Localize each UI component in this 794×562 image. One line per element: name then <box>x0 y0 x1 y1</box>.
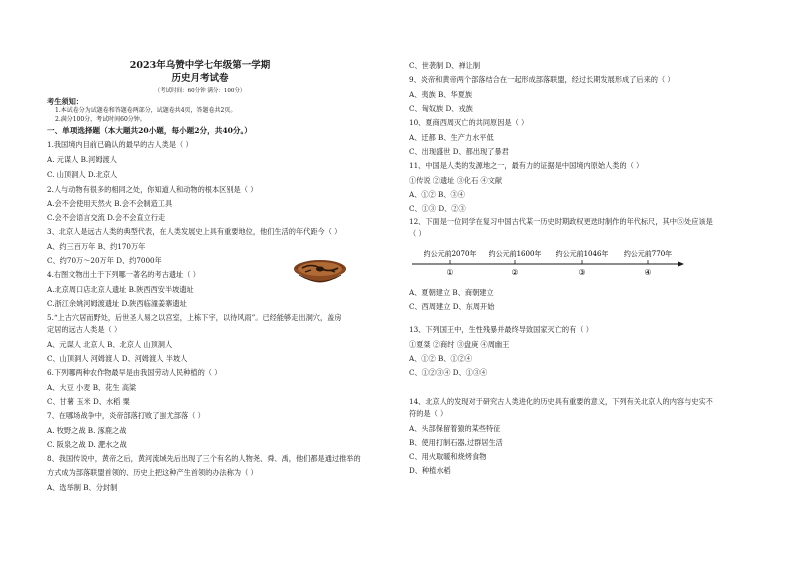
option-line: A、约三百万年 B、约170万年 <box>47 242 146 251</box>
option-line: A. 牧野之战 B. 涿鹿之战 <box>47 426 127 435</box>
option-line: A、夏朝建立 B、商朝建立 <box>409 288 494 297</box>
question-text: 6.下列哪两种农作物最早是由我国劳动人民种植的（ ） <box>47 368 222 377</box>
option-line: A. 元谋人 B.河姆渡人 <box>47 155 117 164</box>
option-line: D、种植水稻 <box>409 466 451 475</box>
timeline-marker: ④ <box>644 268 652 277</box>
notice-line: 1.本试卷分为试题卷和答题卷两部分，试题卷共4页，答题卷共2页。 <box>55 107 237 114</box>
timeline-marker: ② <box>511 268 519 277</box>
option-line: A、大豆 小麦 B、花生 高粱 <box>47 383 137 392</box>
question-text: 4.右图文物出土于下列哪一著名的考古遗址（ ） <box>47 270 200 279</box>
option-line: C、①③ D、②③ <box>409 204 466 213</box>
notice-line: 2.满分100分，考试时间60分钟。 <box>55 116 146 123</box>
question-text: 13、下列国王中，生性残暴并最终导致国家灭亡的有（ ） <box>409 325 593 334</box>
option-line: C、匈奴族 D、戎族 <box>409 104 473 113</box>
option-line: A、选举制 B、分封制 <box>47 483 118 492</box>
option-line: C. 山顶洞人 D.北京人 <box>47 170 118 179</box>
question-text: 1.我国境内目前已确认的最早的古人类是（ ） <box>47 140 193 149</box>
question-text: 7、在哪场战争中，炎帝部落打败了蚩尤部落（ ） <box>47 411 205 420</box>
pottery-bowl-image <box>293 258 347 288</box>
question-text: 方式成为部落联盟首领的、历史上把这种产生首领的办法称为（ ） <box>47 468 258 477</box>
option-line: A.北京周口店北京人遗址 B.陕西西安半坡遗址 <box>47 285 194 294</box>
option-line: C、西周建立 D、东周开始 <box>409 302 495 311</box>
question-text: 3、北京人是远古人类的典型代表，在人类发展史上具有重要地位，他们生活的年代距今（ ） <box>47 227 342 236</box>
option-line: C.会不会语言交流 D.会不会直立行走 <box>47 213 166 222</box>
option-line: C、①②③④ D、①③④ <box>409 368 488 377</box>
option-line: A、头部保留着猿的某些特征 <box>409 424 501 433</box>
timeline-label: 约公元前2070年 <box>423 250 477 258</box>
exam-subtitle: 历史月考试卷 <box>171 73 229 84</box>
question-text: 10、夏商西周灭亡的共同原因是（ ） <box>409 118 529 127</box>
option-line: C、甘薯 玉米 D、水稻 粟 <box>47 397 130 406</box>
option-line: C.浙江余姚河姆渡遗址 D.陕西临潼姜寨遗址 <box>47 299 187 308</box>
timeline-label: 约公元前770年 <box>623 250 673 258</box>
question-text: 5.“上古穴居而野处，后世圣人易之以宫室，上栋下宇，以待风雨”。已经能够走出洞穴，盖房 <box>47 313 342 322</box>
notice-heading: 考生须知： <box>47 97 83 106</box>
option-line: A、①② B、①②④ <box>409 354 473 363</box>
option-line: A、①② B、③④ <box>409 190 465 199</box>
question-text: 14、北京人的发现对于研究古人类进化的历史具有重要的意义，下列有关北京人的内容与史实不 <box>409 397 713 406</box>
timeline-marker: ③ <box>578 268 586 277</box>
option-line: C、出现盛世 D、都出现了暴君 <box>409 147 509 156</box>
exam-info: （考试时间：60分钟 满分：100分） <box>154 88 246 94</box>
timeline-label: 约公元前1046年 <box>555 250 609 258</box>
exam-title: 2023年乌赞中学七年级第一学期 <box>129 60 271 71</box>
question-text: 9、炎帝和黄帝两个部落结合在一起形成部落联盟，经过长期发展形成了后来的（ ） <box>409 75 675 84</box>
option-line: C、约70万～20万年 D、约7000年 <box>47 256 162 265</box>
question-text: 符的是（ ） <box>409 409 448 418</box>
question-text: 11、中国是人类的发源地之一，最有力的证据是中国境内原始人类的（ ） <box>409 161 644 170</box>
question-text: 12、下面是一位同学在复习中国古代某一历史时期政权更迭时制作的年代标尺，其中⑤处应该是 <box>409 217 713 226</box>
timeline-marker: ① <box>446 268 454 277</box>
option-line: C、山顶洞人 河姆渡人 D、河姆渡人 半坡人 <box>47 354 188 363</box>
question-text: （ ） <box>409 229 426 238</box>
question-text: 定居的远古人类是（ ） <box>47 325 122 334</box>
question-text: 2.人与动物有很多的相同之处，你知道人和动物的根本区别是（ ） <box>47 185 258 194</box>
option-line: C、用火取暖和烧烤食物 <box>409 452 487 461</box>
option-line: A、夷族 B、华夏族 <box>409 90 473 99</box>
section-heading: 一、单项选择题（本大题共20小题，每小题2分，共40分。） <box>47 126 252 135</box>
option-line: A、迁都 B、生产力水平低 <box>409 133 494 142</box>
option-line: B、使用打制石器,过群居生活 <box>409 438 503 447</box>
option-line: C. 阪泉之战 D. 淝水之战 <box>47 440 127 449</box>
option-line: A、元谋人 北京人 B、北京人 山顶洞人 <box>47 340 173 349</box>
option-line: C、世袭制 D、禅让制 <box>409 61 481 70</box>
question-text: 8、我国传说中，黄帝之后，黄河流域先后出现了三个有名的人物尧、舜、禹，他们都是通过推举的 <box>47 454 361 463</box>
option-line: A.会不会使用天然火 B.会不会制造工具 <box>47 199 173 208</box>
option-line: ①传说 ②遗址 ③化石 ④文献 <box>409 176 503 185</box>
timeline-label: 约公元前1600年 <box>488 250 542 258</box>
option-line: ①夏桀 ②商纣 ③盘庚 ④周幽王 <box>409 340 510 349</box>
timeline-ruler <box>410 244 685 284</box>
